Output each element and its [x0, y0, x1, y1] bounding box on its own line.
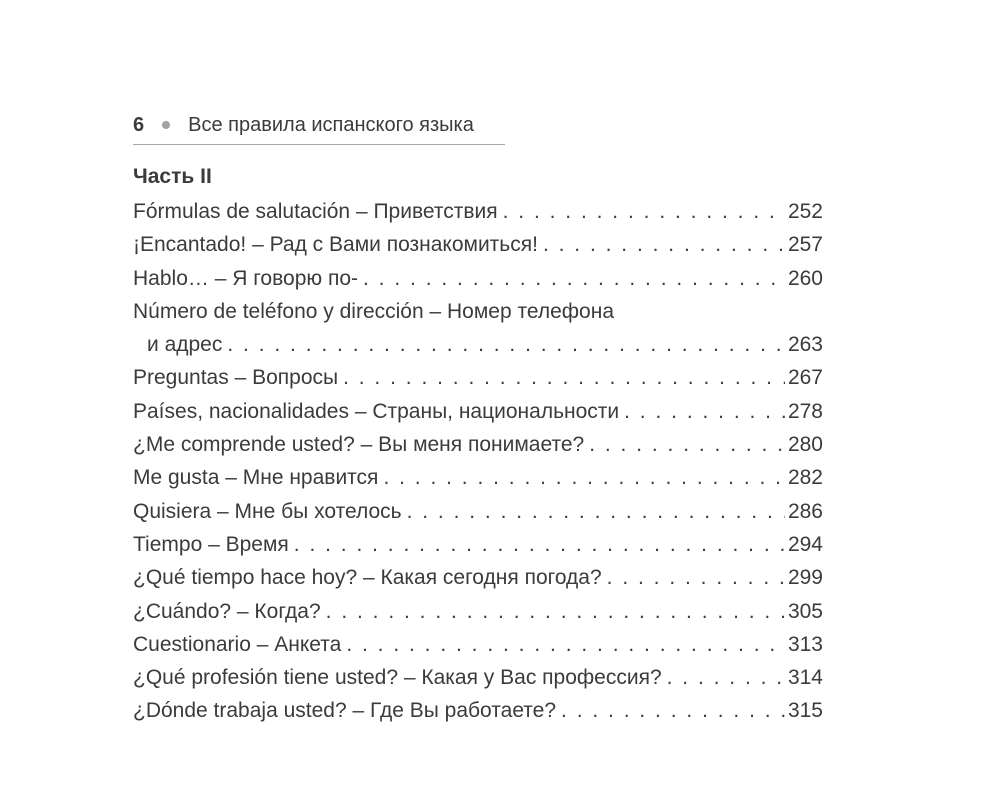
toc-entry — [133, 295, 823, 328]
toc-entry-page: 294 — [787, 532, 823, 556]
running-head-title: Все правила испанского языка — [188, 114, 474, 136]
dot-leader — [589, 428, 785, 461]
dot-leader — [503, 195, 785, 228]
dot-leader — [607, 561, 785, 594]
toc-entry — [133, 661, 823, 694]
toc-entry-title: ¿Dónde trabaja usted? – Где Вы работаете? — [133, 699, 557, 723]
toc-entry-page: 263 — [787, 333, 823, 357]
dot-leader — [346, 628, 785, 661]
toc-entry-page: 305 — [787, 599, 823, 623]
dot-leader — [543, 228, 785, 261]
dot-leader — [363, 262, 785, 295]
toc-entry-page: 314 — [787, 666, 823, 690]
dot-leader — [561, 694, 785, 727]
toc-list — [133, 195, 823, 728]
bullet-icon — [162, 121, 170, 129]
dot-leader — [383, 461, 785, 494]
dot-leader — [407, 495, 785, 528]
toc-entry — [133, 228, 823, 261]
toc-entry-page: 315 — [787, 699, 823, 723]
toc-entry — [133, 628, 823, 661]
toc-entry — [133, 361, 823, 394]
section-heading: Часть II — [133, 165, 212, 188]
toc-entry-page: 313 — [787, 632, 823, 656]
toc-entry — [133, 262, 823, 295]
header-rule — [133, 144, 505, 145]
toc-entry-title: Número de teléfono y dirección – Номер телефона — [133, 299, 615, 323]
toc-entry-title: и адрес — [147, 333, 223, 357]
toc-entry — [133, 428, 823, 461]
toc-entry — [133, 461, 823, 494]
toc-entry-title: ¿Me comprende usted? – Вы меня понимаете? — [133, 433, 585, 457]
toc-entry-page: 282 — [787, 466, 823, 490]
toc-entry — [133, 395, 823, 428]
toc-entry-title: Preguntas – Вопросы — [133, 366, 339, 390]
toc-entry-title: Países, nacionalidades – Страны, национальности — [133, 399, 620, 423]
toc-entry-title: Tiempo – Время — [133, 532, 289, 556]
toc-entry — [133, 495, 823, 528]
toc-entry-title: ¡Encantado! – Рад с Вами познакомиться! — [133, 233, 538, 257]
toc-entry-page: 280 — [787, 433, 823, 457]
dot-leader — [624, 395, 785, 428]
page-number: 6 — [133, 114, 145, 136]
toc-entry-page: 257 — [787, 233, 823, 257]
dot-leader — [294, 528, 785, 561]
dot-leader — [227, 328, 785, 361]
dot-leader — [343, 361, 785, 394]
toc-entry-page: 299 — [787, 566, 823, 590]
toc-entry-title: Quisiera – Мне бы хотелось — [133, 499, 402, 523]
toc-entry — [133, 195, 823, 228]
toc-entry — [133, 528, 823, 561]
dot-leader — [667, 661, 785, 694]
toc-entry-page: 267 — [787, 366, 823, 390]
toc-entry-page: 286 — [787, 499, 823, 523]
toc-entry-title: ¿Cuándo? – Когда? — [133, 599, 321, 623]
toc-entry — [133, 561, 823, 594]
toc-entry — [133, 694, 823, 727]
running-head — [133, 112, 823, 138]
toc-entry-title: ¿Qué profesión tiene usted? – Какая у Вас профессия? — [133, 666, 662, 690]
toc-entry-page: 252 — [787, 200, 823, 223]
page-content — [133, 112, 823, 728]
toc-entry — [133, 595, 823, 628]
toc-entry-page: 260 — [787, 266, 823, 290]
toc-entry-title: Cuestionario – Анкета — [133, 632, 342, 656]
dot-leader — [326, 595, 785, 628]
toc-entry-page: 278 — [787, 399, 823, 423]
toc-entry — [133, 328, 823, 361]
toc-entry-title: Me gusta – Мне нравится — [133, 466, 379, 490]
toc-entry-title: ¿Qué tiempo hace hoy? – Какая сегодня погода? — [133, 566, 602, 590]
toc-entry-title: Fórmulas de salutación – Приветствия — [133, 200, 498, 223]
toc-entry-title: Hablo… – Я говорю по- — [133, 266, 359, 290]
